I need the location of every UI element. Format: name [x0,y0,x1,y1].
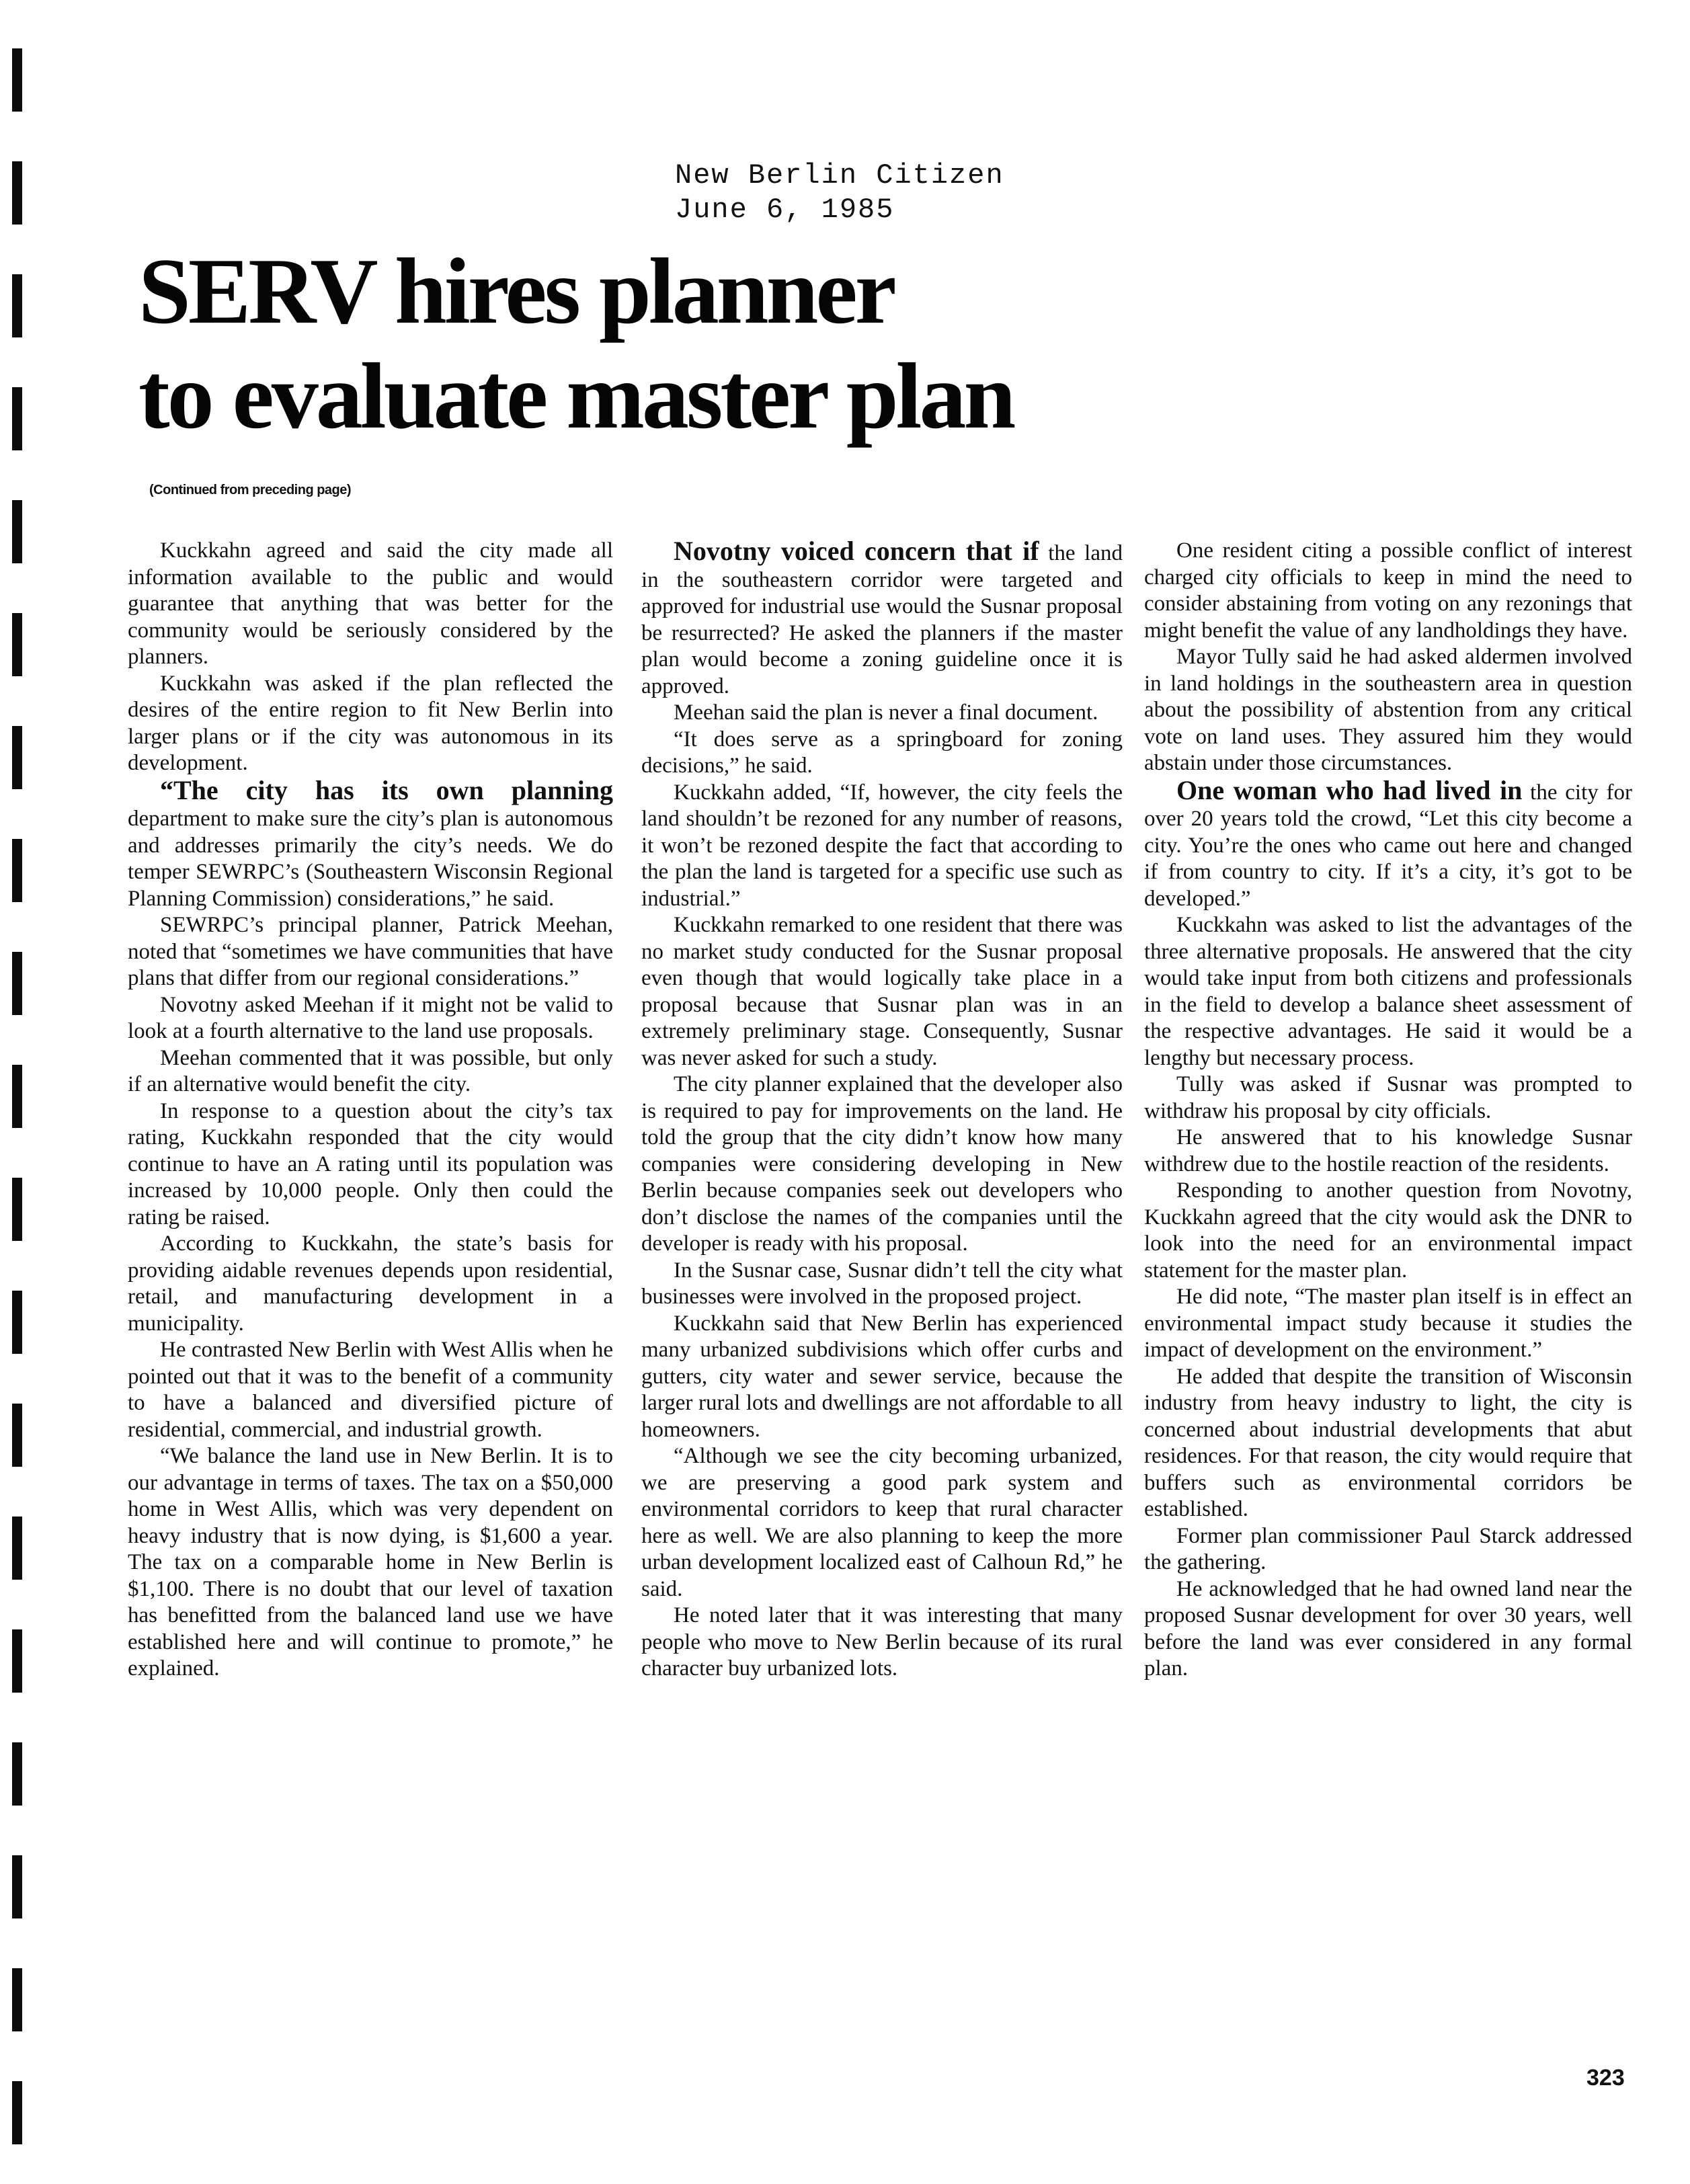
paragraph-text: One resident citing a possible conflict of interest charged city officials to keep in mind the need to consider abstaining from voting on any rezonings that might benefit the value of any landholdings they have. [1144,538,1632,643]
paragraph-text: SEWRPC’s principal planner, Patrick Meehan, noted that “sometimes we have communities that have plans that differ from our regional considerations.” [128,913,613,990]
paragraph-text: Tully was asked if Susnar was prompted to withdraw his proposal by city officials. [1144,1072,1632,1123]
paragraph [1144,774,1633,913]
binder-punch-mark [12,1629,22,1693]
paragraph [128,1337,613,1443]
binder-punch-mark [12,726,22,789]
paragraph [1144,1284,1632,1364]
page-number: 323 [1586,2065,1625,2091]
paragraph-text: Kuckkahn was asked to list the advantages of the three alternative proposals. He answered that the city would take input from both citizens and professionals in the field to develop a balance sheet assessment of the respective advantages. He said it would be a lengthy but necessary process. [1144,913,1632,1070]
paragraph [128,1045,613,1098]
paragraph [641,912,1123,1071]
paragraph [641,700,1123,727]
paragraph-text: In response to a question about the city’s tax rating, Kuckkahn responded that the city would continue to have an A rating until its population was increased by 10,000 people. Only then could the rating be raised. [128,1098,613,1229]
continued-note: (Continued from preceding page) [149,483,352,497]
paragraph-text: Kuckkahn added, “If, however, the city feels the land shouldn’t be rezoned for any number of reasons, it won’t be rezoned despite the fact that according to the plan the land is targeted for a specific use such as industrial.” [641,780,1123,911]
binder-punch-mark [12,952,22,1015]
binder-punch-mark [12,274,22,337]
paragraph-text: He answered that to his knowledge Susnar withdrew due to the hostile reaction of the residents. [1144,1125,1632,1176]
paragraph [128,1231,613,1337]
paragraph-text: the city for over 20 years told the crowd, “Let this city become a city. You’re the ones who came out here and changed if from country to city. If it’s a city, it’s got to be developed.” [1144,780,1633,911]
paragraph-text: He added that despite the transition of Wisconsin industry from heavy industry to light, the city is concerned about industrial developments that abut residences. For that reason, the city would require that buffers such as environmental corridors be established. [1144,1364,1632,1521]
paragraph [641,1311,1123,1444]
paragraph-lead: Novotny voiced concern that if [674,536,1039,566]
paragraph-text: Mayor Tully said he had asked aldermen involved in land holdings in the southeastern area in question about the possibility of abstention from any critical vote on land uses. They assured him they would abstain under those circumstances. [1144,645,1632,775]
paragraph-text: Kuckkahn remarked to one resident that there was no market study conducted for the Susnar proposal even though that would logically take place in a proposal because that Susnar plan was in an extremely preliminary stage. Consequently, Susnar was never asked for such a study. [641,913,1123,1070]
binder-punch-mark [12,1404,22,1467]
publication-date: June 6, 1985 [675,194,895,226]
headline [138,239,1013,449]
paragraph [1144,1364,1632,1523]
article-column-2 [641,538,1123,1683]
paragraph [128,1098,613,1231]
paragraph-text: He contrasted New Berlin with West Allis when he pointed out that it was to the benefit of a community to have a balanced and diversified picture of residential, commercial, and industrial growth. [128,1338,613,1442]
paragraph-text: department to make sure the city’s plan is autonomous and addresses primarily the city’s needs. We do temper SEWRPC’s (Southeastern Wisconsin Regional Planning Commission) considerations,” he said. [128,807,613,911]
binder-punch-mark [12,2081,22,2144]
article-column-3 [1144,538,1632,1683]
paragraph [1144,1178,1632,1284]
paragraph [641,1603,1123,1683]
paragraph [641,1258,1123,1311]
paragraph [641,727,1123,780]
binder-punch-mark [12,1516,22,1580]
binder-punch-mark [12,1178,22,1241]
paragraph [641,1443,1123,1603]
paragraph [1144,538,1632,644]
publication-name: New Berlin Citizen [675,159,1004,192]
paragraph-text: “We balance the land use in New Berlin. It is to our advantage in terms of taxes. The tax on a $50,000 home in West Allis, which was very dependent on heavy industry that is now dying, is $1,600 a year. The tax on a comparable home in New Berlin is $1,100. There is no doubt that our level of taxation has benefitted from the balanced land use we have established here and will continue to promote,” he explained. [128,1444,613,1681]
paragraph-text: the land in the southeastern corridor were targeted and approved for industrial use would the Susnar proposal be resurrected? He asked the planners if the master plan would become a zoning guideline once it is approved. [641,541,1123,698]
paragraph-text: Novotny asked Meehan if it might not be valid to look at a fourth alternative to the land use proposals. [128,992,613,1043]
paragraph-lead: “The city has its own planning [160,774,613,805]
binder-punch-mark [12,500,22,563]
paragraph [641,1071,1123,1258]
paragraph-text: Meehan commented that it was possible, but only if an alternative would benefit the city. [128,1045,613,1096]
paragraph [1144,912,1632,1071]
paragraph [128,671,613,777]
paragraph-text: Kuckkahn was asked if the plan reflected the desires of the entire region to fit New Berlin into larger plans or if the city was autonomous in its development. [128,671,613,775]
dateline [675,159,1004,227]
paragraph-text: According to Kuckkahn, the state’s basis for providing aidable revenues depends upon residential, retail, and manufacturing development in a municipality. [128,1231,613,1336]
paragraph-text: He noted later that it was interesting that many people who move to New Berlin because of its rural character buy urbanized lots. [641,1603,1123,1681]
paragraph-text: Kuckkahn said that New Berlin has experienced many urbanized subdivisions which offer curbs and gutters, city water and sewer service, because the larger rural lots and dwellings are not affordable to all homeowners. [641,1311,1123,1442]
paragraph-lead: One woman who had lived in [1176,774,1523,805]
paragraph [1144,1523,1632,1576]
paragraph [641,538,1123,700]
paragraph [1144,1576,1632,1683]
paragraph [128,538,613,671]
paragraph [1144,644,1632,777]
article-column-1 [128,538,613,1683]
paragraph-text: He acknowledged that he had owned land near the proposed Susnar development for over 30 years, well before the land was ever considered in any formal plan. [1144,1576,1632,1681]
paragraph-text: Kuckkahn agreed and said the city made all information available to the public and would guarantee that anything that was better for the community would be seriously considered by the planners. [128,538,613,669]
binder-punch-mark [12,1065,22,1128]
binder-punch-mark [12,161,22,225]
paragraph-text: He did note, “The master plan itself is in effect an environmental impact study because it studies the impact of development on the environment.” [1144,1285,1632,1362]
headline-line-1: SERV hires planner [138,239,894,343]
binder-punch-mark [12,1291,22,1354]
binder-punch-mark [12,839,22,902]
binder-punch-mark [12,1742,22,1806]
paragraph [128,992,613,1045]
paragraph-text: The city planner explained that the developer also is required to pay for improvements on the land. He told the group that the city didn’t know how many companies were considering developing in New Berlin because companies seek out developers who don’t disclose the names of the companies until the developer is ready with his proposal. [641,1072,1123,1256]
paragraph [1144,1071,1632,1125]
paragraph-text: Responding to another question from Novotny, Kuckkahn agreed that the city would ask the DNR to look into the need for an environmental impact statement for the master plan. [1144,1178,1632,1283]
paragraph-text: “It does serve as a springboard for zoning decisions,” he said. [641,727,1123,778]
binder-punch-mark [12,1855,22,1918]
paragraph [128,912,613,992]
binder-punch-mark [12,387,22,450]
paragraph-text: “Although we see the city becoming urbanized, we are preserving a good park system and environmental corridors to keep that rural character here as well. We are also planning to keep the more urban development localized east of Calhoun Rd,” he said. [641,1444,1123,1601]
paragraph-text: Former plan commissioner Paul Starck addressed the gathering. [1144,1523,1632,1574]
paragraph [1144,1125,1632,1178]
paragraph-text: In the Susnar case, Susnar didn’t tell the city what businesses were involved in the proposed project. [641,1258,1123,1309]
binder-punch-mark [12,1968,22,2031]
paragraph [641,780,1123,913]
binder-punch-mark [12,48,22,112]
binder-punch-mark [12,613,22,676]
paragraph [128,774,613,913]
paragraph-text: Meehan said the plan is never a final document. [674,700,1098,725]
headline-line-2: to evaluate master plan [138,344,1014,448]
paragraph [128,1443,613,1683]
